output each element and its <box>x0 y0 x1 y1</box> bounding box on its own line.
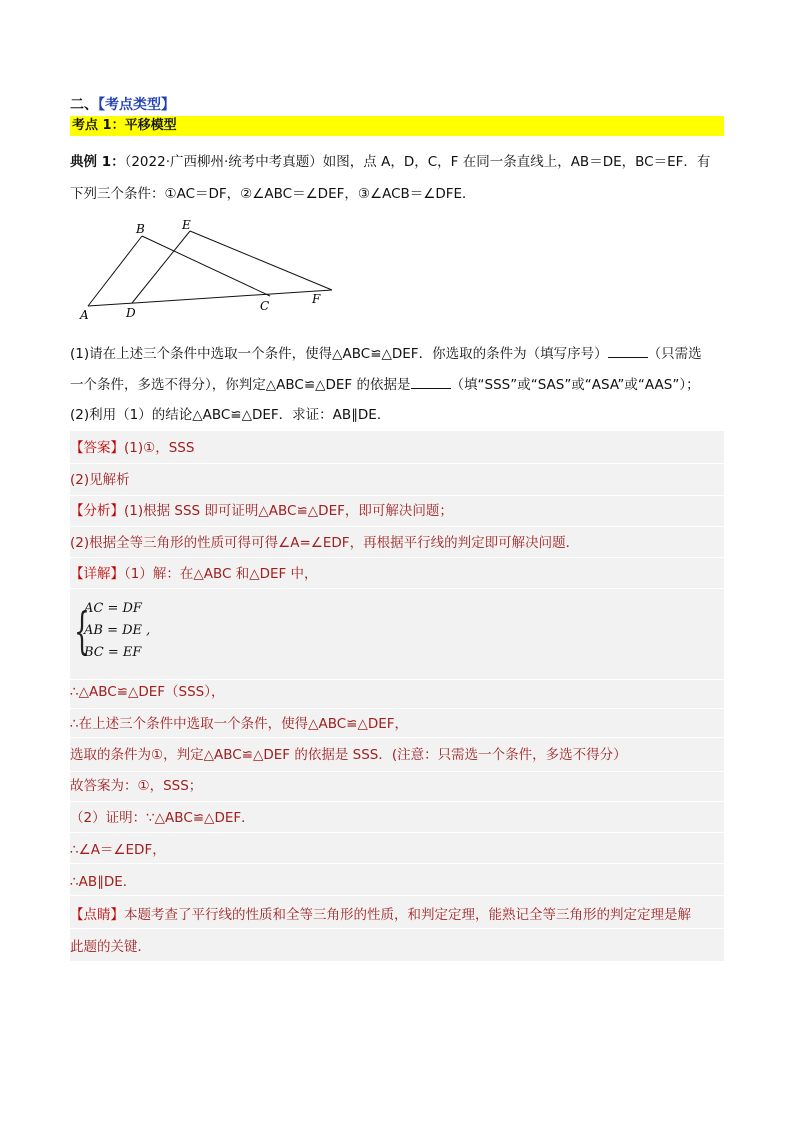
example-label: 典例 1： <box>70 154 125 170</box>
label-E: E <box>182 218 191 232</box>
label-C: C <box>260 299 270 313</box>
example-line-2: 下列三个条件：①AC＝DF，②∠ABC＝∠DEF，③∠ACB＝∠DFE． <box>70 186 476 202</box>
question-1-text-b: （只需选 <box>647 346 702 362</box>
detail-1: （1）解：在△ABC 和△DEF 中， <box>124 566 318 582</box>
comment-tag: 【点睛】 <box>70 907 124 923</box>
proof-3: ∴AB∥DE． <box>70 874 137 890</box>
question-2: (2)利用（1）的结论△ABC≌△DEF．求证：AB∥DE． <box>70 407 391 423</box>
question-1-line-2 <box>70 374 700 395</box>
equation-1: AC = DF <box>84 601 142 616</box>
label-F: F <box>312 292 321 306</box>
step-2: ∴在上述三个条件中选取一个条件，使得△ABC≌△DEF， <box>70 716 409 732</box>
comment-2: 此题的关键． <box>70 939 151 955</box>
step-4: 故答案为：①，SSS； <box>70 778 203 794</box>
analysis-1: (1)根据 SSS 即可证明△ABC≌△DEF，即可解决问题； <box>124 503 453 519</box>
answer-line <box>70 438 194 458</box>
comment-1: 本题考查了平行线的性质和全等三角形的性质，和判定定理，能熟记全等三角形的判定定理是解 <box>124 907 691 923</box>
analysis-tag: 【分析】 <box>70 503 124 519</box>
answer-blank-1[interactable] <box>608 343 648 358</box>
answer-tag: 【答案】 <box>70 440 124 456</box>
triangle-figure <box>70 216 340 326</box>
question-1-text-c: 一个条件，多选不得分），你判定△ABC≌△DEF 的依据是 <box>70 377 411 393</box>
comment-line-1 <box>70 905 691 925</box>
question-1-text-d: （填“SSS”或“SAS”或“ASA”或“AAS”）； <box>450 377 700 393</box>
equation-2: AB = DE , <box>84 623 151 638</box>
answer-blank-2[interactable] <box>411 374 451 389</box>
label-A: A <box>80 308 89 322</box>
proof-2: ∴∠A＝∠EDF， <box>70 842 166 858</box>
analysis-2: (2)根据全等三角形的性质可得可得∠A=∠EDF，再根据平行线的判定即可解决问题． <box>70 535 580 551</box>
section-title: 【考点类型】 <box>98 97 175 113</box>
equation-brace: { <box>74 602 90 660</box>
section-heading <box>70 94 175 114</box>
question-1-line-1 <box>70 343 702 364</box>
question-1-text-a: (1)请在上述三个条件中选取一个条件，使得△ABC≌△DEF．你选取的条件为（填写序号） <box>70 346 608 362</box>
step-3: 选取的条件为①，判定△ABC≌△DEF 的依据是 SSS．(注意：只需选一个条件，多选不得分） <box>70 747 627 763</box>
step-1: ∴△ABC≌△DEF（SSS）， <box>70 684 225 700</box>
example-text-1: 如图，点 A，D，C，F 在同一条直线上，AB＝DE，BC＝EF．有 <box>322 154 711 170</box>
detail-line-1 <box>70 564 318 584</box>
example-line-1 <box>70 152 710 172</box>
proof-1: （2）证明：∵△ABC≌△DEF． <box>70 810 255 826</box>
label-D: D <box>126 306 136 320</box>
kaodian-label: 考点 1：平移模型 <box>70 116 724 136</box>
label-B: B <box>136 222 145 236</box>
example-source: （2022·广西柳州·统考中考真题） <box>124 154 323 170</box>
equation-3: BC = EF <box>84 645 142 660</box>
answer-1: (1)①，SSS <box>124 440 195 456</box>
detail-tag: 【详解】 <box>70 566 124 582</box>
section-prefix: 二、 <box>70 97 98 113</box>
answer-2: (2)见解析 <box>70 472 130 488</box>
analysis-line-1 <box>70 501 453 521</box>
